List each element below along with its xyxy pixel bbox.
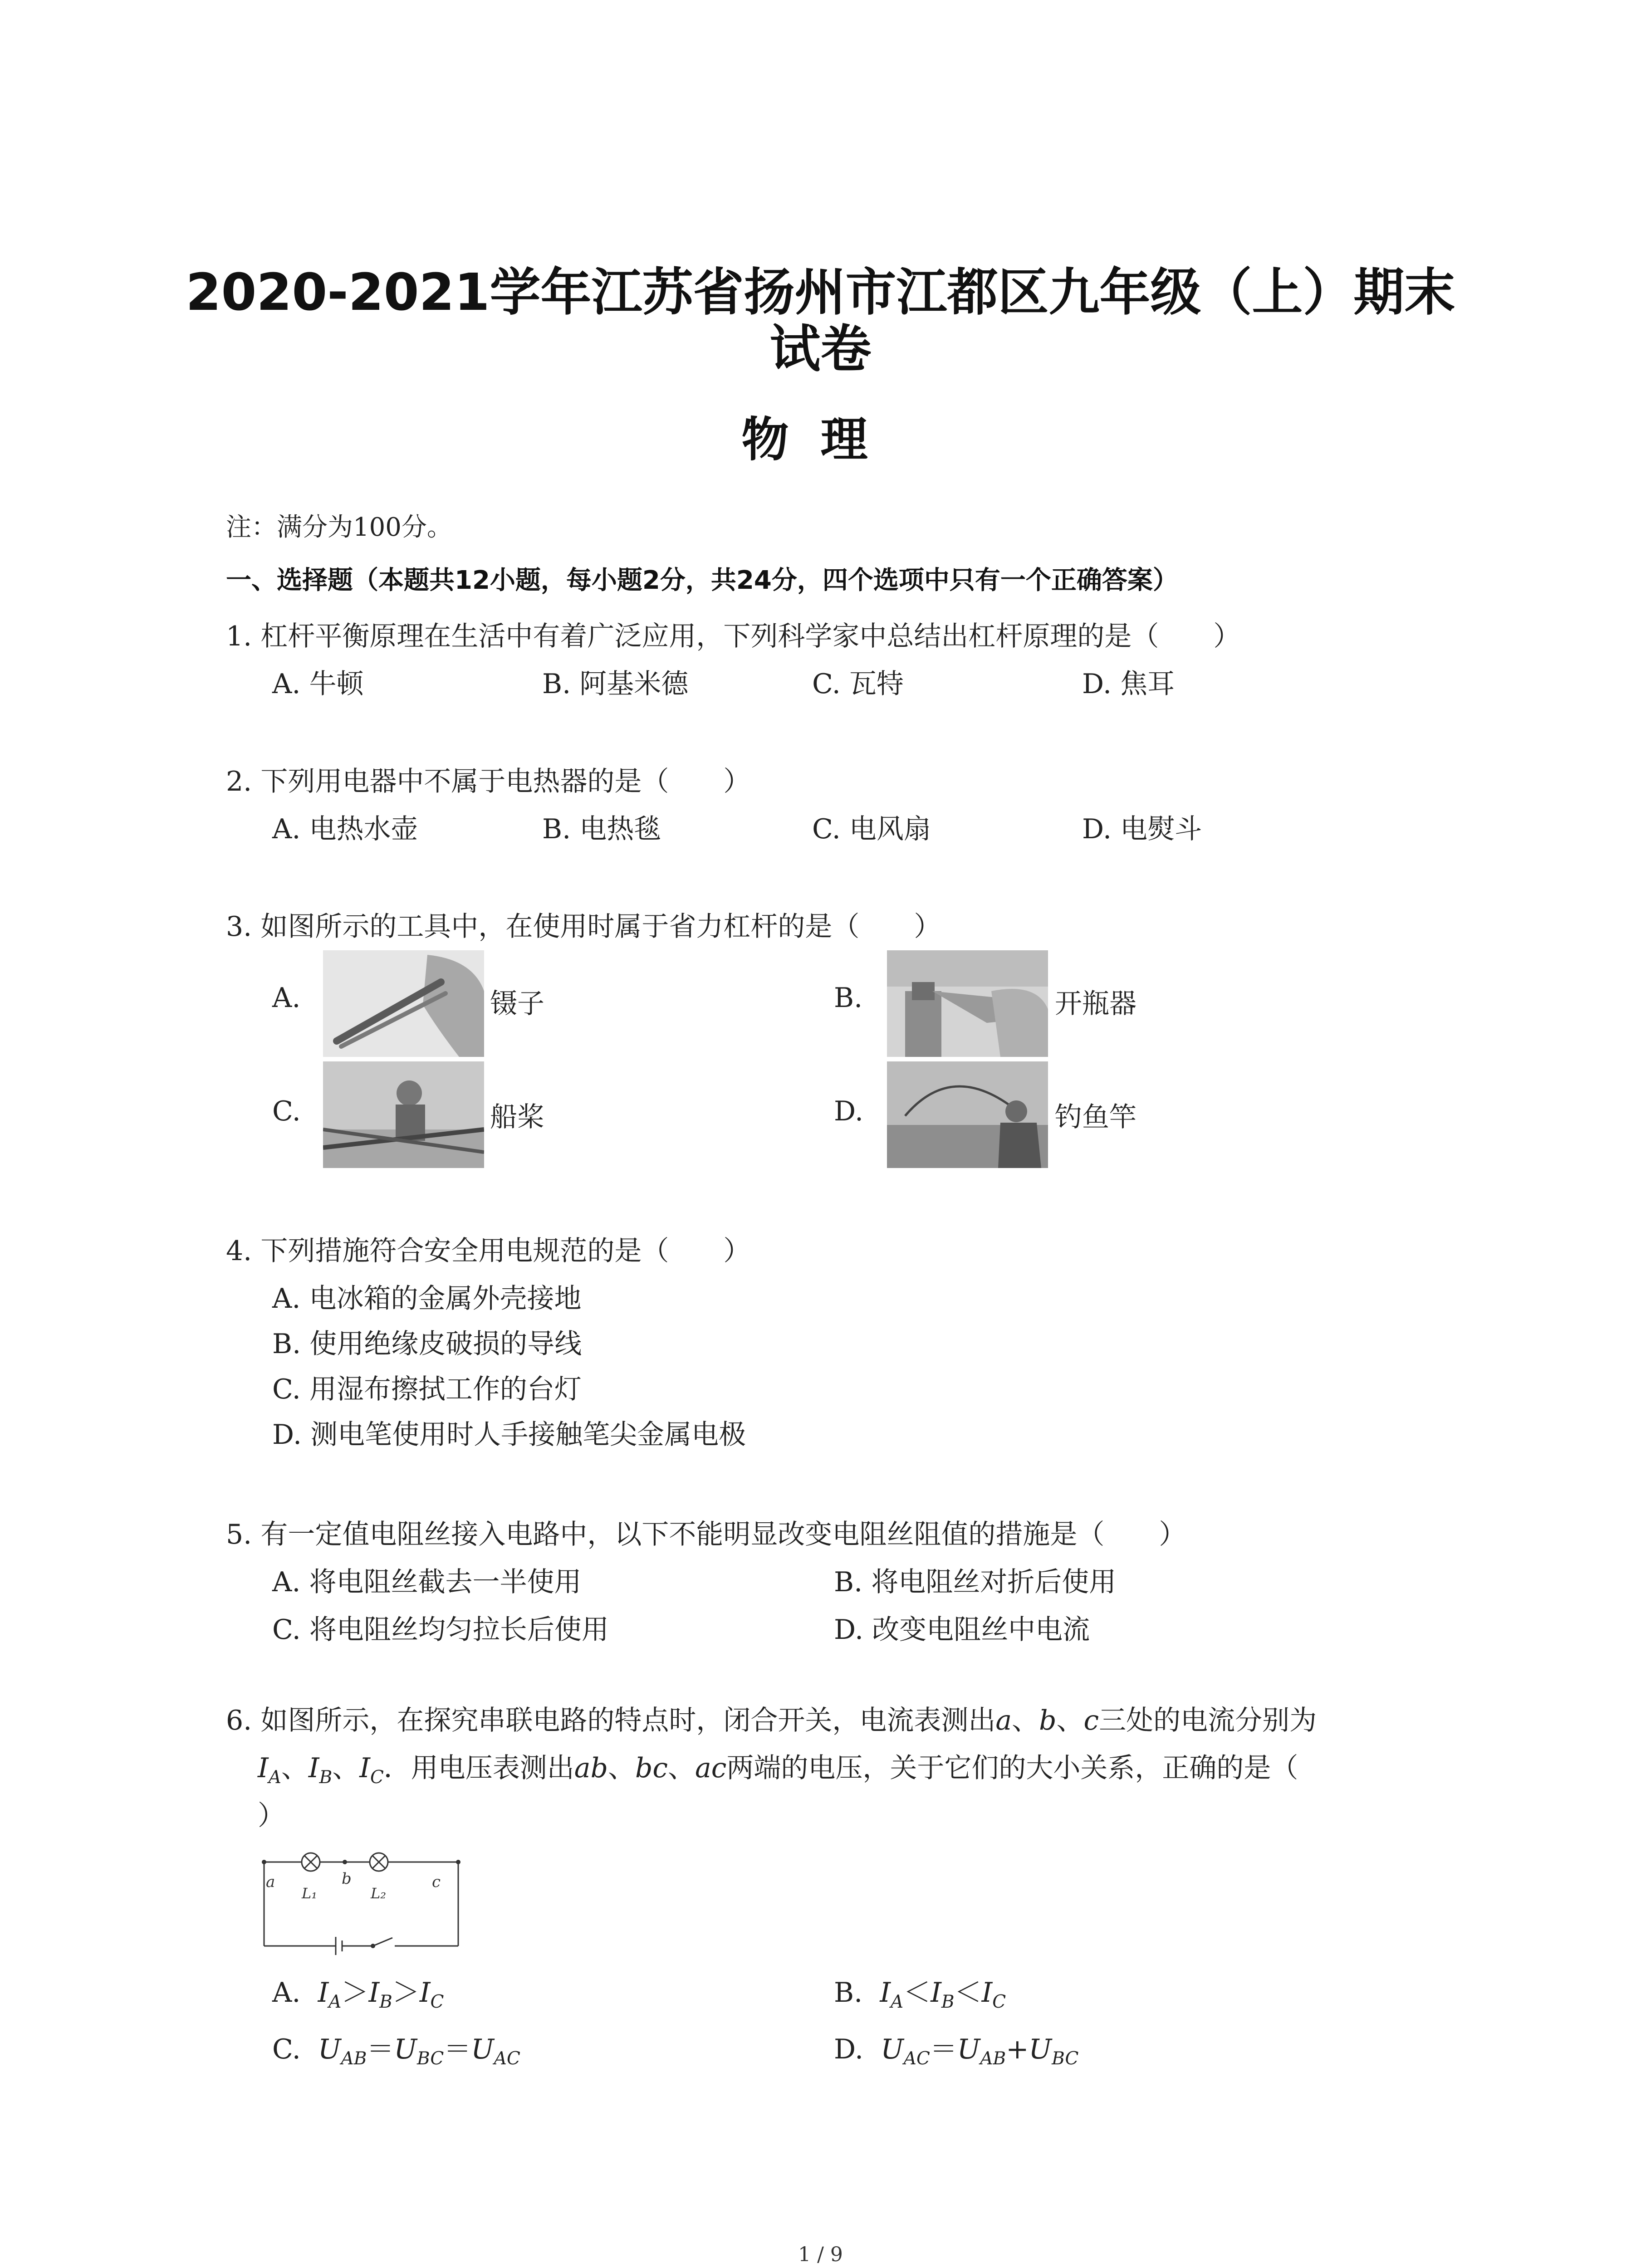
question-4-stem: 4. 下列措施符合安全用电规范的是（ ） (226, 1235, 751, 1267)
question-3-letter-b: B. (834, 982, 863, 1014)
fishing-rod-photo (887, 1061, 1048, 1168)
circuit-label-c: c (432, 1873, 441, 1891)
question-6-stem-line1: 6. 如图所示，在探究串联电路的特点时，闭合开关，电流表测出a、b、c三处的电流分别为 (226, 1705, 1317, 1736)
question-3-stem: 3. 如图所示的工具中，在使用时属于省力杠杆的是（ ） (226, 911, 941, 943)
question-3-label-d: 钓鱼竿 (1055, 1101, 1136, 1133)
question-6-option-b: B. $I_A<I_B<I_C$ (834, 1977, 1006, 2012)
section-heading: 一、选择题（本题共12小题，每小题2分，共24分，四个选项中只有一个正确答案） (226, 566, 1178, 595)
question-1-option-c: C. 瓦特 (812, 668, 904, 700)
question-3-letter-d: D. (834, 1095, 864, 1127)
question-5-option-b: B. 将电阻丝对折后使用 (834, 1566, 1117, 1598)
question-6-option-d: D. $U_{AC}=U_{AB}+U_{BC}$ (834, 2033, 1079, 2069)
oar-photo (323, 1061, 484, 1168)
question-4-option-a: A. 电冰箱的金属外壳接地 (272, 1283, 582, 1315)
bottle-opener-photo (887, 950, 1048, 1057)
circuit-label-l1: L₁ (302, 1885, 318, 1902)
question-1-option-b: B. 阿基米德 (542, 668, 689, 700)
question-6-stem-line3: ） (258, 1800, 285, 1832)
question-2-stem: 2. 下列用电器中不属于电热器的是（ ） (226, 766, 751, 797)
question-5-stem: 5. 有一定值电阻丝接入电路中，以下不能明显改变电阻丝阻值的措施是（ ） (226, 1519, 1186, 1550)
question-4-option-d: D. 测电笔使用时人手接触笔尖金属电极 (272, 1419, 746, 1451)
question-3-label-a: 镊子 (490, 988, 544, 1020)
exam-title-line2: 试卷 (769, 320, 872, 379)
question-1-option-a: A. 牛顿 (272, 668, 364, 700)
circuit-label-b: b (342, 1870, 352, 1888)
question-6-stem-line2: $I_A$、$I_B$、$I_C$．用电压表测出ab、bc、ac两端的电压，关于它们的大小关系，正确的是（ (258, 1752, 1298, 1788)
question-6-option-a: A. $I_A>I_B>I_C$ (272, 1977, 444, 2012)
page-number: 1 / 9 (798, 2243, 843, 2266)
question-1-stem: 1. 杠杆平衡原理在生活中有着广泛应用，下列科学家中总结出杠杆原理的是（ ） (226, 621, 1241, 652)
question-3-letter-a: A. (272, 982, 301, 1014)
question-2-option-d: D. 电熨斗 (1082, 813, 1202, 845)
question-2-option-c: C. 电风扇 (812, 813, 931, 845)
question-6-option-c: C. $U_{AB}=U_{BC}=U_{AC}$ (272, 2033, 520, 2069)
question-3-label-c: 船桨 (490, 1101, 544, 1133)
question-1-option-d: D. 焦耳 (1082, 668, 1175, 700)
question-5-option-d: D. 改变电阻丝中电流 (834, 1614, 1090, 1646)
question-4-option-b: B. 使用绝缘皮破损的导线 (272, 1328, 582, 1360)
question-5-option-c: C. 将电阻丝均匀拉长后使用 (272, 1614, 609, 1646)
circuit-label-a: a (266, 1873, 275, 1891)
question-5-option-a: A. 将电阻丝截去一半使用 (272, 1566, 582, 1598)
subject-title: 物理 (741, 412, 900, 467)
question-3-label-b: 开瓶器 (1055, 988, 1136, 1020)
question-2-option-b: B. 电热毯 (542, 813, 661, 845)
question-4-option-c: C. 用湿布擦拭工作的台灯 (272, 1374, 582, 1405)
question-3-letter-c: C. (272, 1095, 301, 1127)
exam-title-line1: 2020-2021学年江苏省扬州市江都区九年级（上）期末 (186, 263, 1455, 322)
circuit-label-l2: L₂ (371, 1885, 387, 1902)
score-note: 注：满分为100分。 (226, 513, 452, 542)
tweezers-photo (323, 950, 484, 1057)
series-circuit-diagram (254, 1848, 467, 1962)
question-2-option-a: A. 电热水壶 (272, 813, 418, 845)
